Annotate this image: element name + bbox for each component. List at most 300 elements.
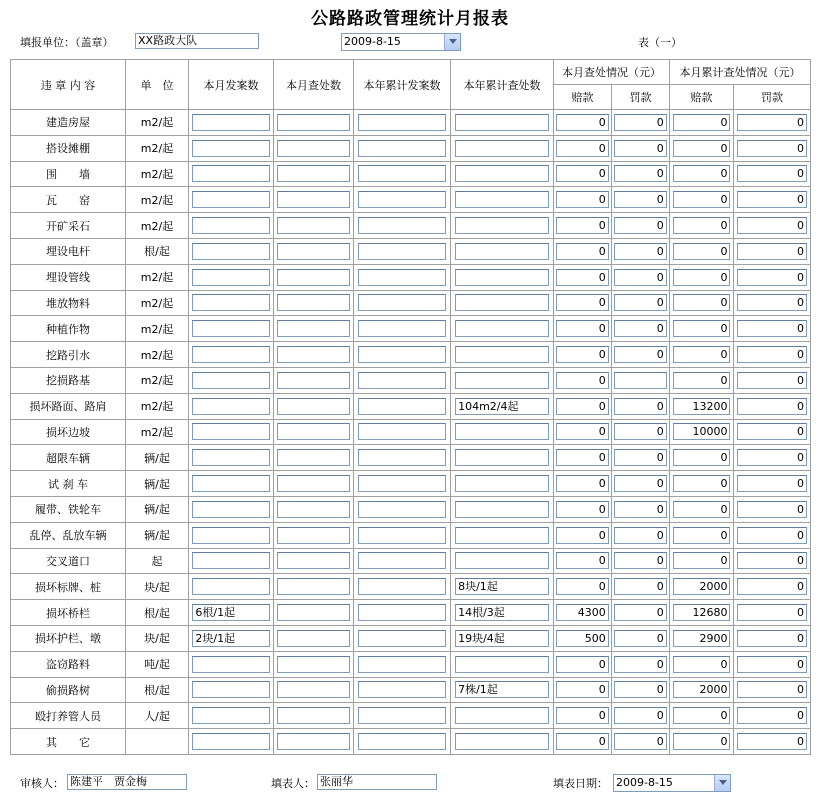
month-fine-input[interactable]: 0 (614, 475, 666, 492)
month-handled-input[interactable] (277, 733, 350, 750)
month-fine-input[interactable]: 0 (614, 630, 666, 647)
month-cases-input[interactable] (192, 733, 269, 750)
year-compensation-cell (670, 677, 734, 703)
month-handled-input[interactable] (277, 604, 350, 621)
year-handled-input[interactable] (455, 346, 549, 363)
month-compensation-cell (554, 342, 612, 368)
month-fine-input[interactable]: 0 (614, 552, 666, 569)
year-handled-cell (451, 290, 554, 316)
table-row (11, 651, 811, 677)
col-year-cases: 本年累计发案数 (354, 60, 451, 110)
year-cases-input[interactable] (358, 501, 446, 518)
row-content: 试 刹 车 (11, 471, 126, 497)
month-fine-input[interactable]: 0 (614, 320, 666, 337)
year-handled-input[interactable] (455, 140, 549, 157)
month-compensation-input[interactable]: 0 (556, 656, 608, 673)
year-cases-input[interactable] (358, 114, 446, 131)
month-compensation-input[interactable]: 0 (556, 165, 608, 182)
year-cases-input[interactable] (358, 475, 446, 492)
month-cases-cell (189, 213, 274, 239)
table-row (11, 135, 811, 161)
month-cases-cell (189, 574, 274, 600)
month-handled-cell (274, 729, 354, 755)
month-compensation-cell (554, 110, 612, 136)
month-handled-input[interactable] (277, 140, 350, 157)
year-handled-input[interactable] (455, 114, 549, 131)
year-fine-input[interactable]: 0 (737, 681, 807, 698)
month-cases-input[interactable] (192, 165, 269, 182)
year-handled-input[interactable] (455, 733, 549, 750)
year-cases-input[interactable] (358, 269, 446, 286)
month-compensation-cell (554, 729, 612, 755)
month-fine-input[interactable]: 0 (614, 217, 666, 234)
month-cases-input[interactable]: 2块/1起 (192, 630, 269, 647)
year-compensation-input[interactable]: 0 (673, 269, 731, 286)
year-compensation-input[interactable]: 13200 (673, 398, 731, 415)
month-compensation-input[interactable]: 0 (556, 707, 608, 724)
month-handled-input[interactable] (277, 165, 350, 182)
year-handled-cell (451, 367, 554, 393)
year-handled-input[interactable] (455, 217, 549, 234)
unit-input[interactable]: XX路政大队 (135, 33, 259, 49)
year-compensation-input[interactable]: 0 (673, 346, 731, 363)
year-cases-input[interactable] (358, 656, 446, 673)
year-compensation-cell (670, 600, 734, 626)
year-handled-input[interactable] (455, 501, 549, 518)
year-cases-input[interactable] (358, 140, 446, 157)
month-handled-input[interactable] (277, 191, 350, 208)
month-handled-input[interactable] (277, 294, 350, 311)
reviewer-input[interactable]: 陈建平 贾金梅 (67, 774, 187, 790)
month-cases-input[interactable] (192, 552, 269, 569)
year-fine-cell (734, 419, 811, 445)
month-handled-input[interactable] (277, 346, 350, 363)
month-handled-cell (274, 677, 354, 703)
year-cases-input[interactable] (358, 527, 446, 544)
year-compensation-input[interactable]: 0 (673, 191, 731, 208)
month-cases-input[interactable] (192, 475, 269, 492)
month-cases-input[interactable] (192, 114, 269, 131)
month-handled-input[interactable] (277, 217, 350, 234)
month-handled-cell (274, 135, 354, 161)
row-content: 超限车辆 (11, 445, 126, 471)
year-fine-cell (734, 600, 811, 626)
month-handled-input[interactable] (277, 552, 350, 569)
year-compensation-input[interactable]: 0 (673, 501, 731, 518)
month-handled-cell (274, 651, 354, 677)
month-compensation-input[interactable]: 0 (556, 733, 608, 750)
year-cases-input[interactable] (358, 733, 446, 750)
month-fine-input[interactable]: 0 (614, 527, 666, 544)
table-row (11, 342, 811, 368)
year-handled-cell (451, 393, 554, 419)
year-handled-input[interactable] (455, 475, 549, 492)
month-cases-cell (189, 393, 274, 419)
year-cases-input[interactable] (358, 243, 446, 260)
year-compensation-input[interactable]: 0 (673, 372, 731, 389)
row-content: 其 它 (11, 729, 126, 755)
year-handled-cell (451, 342, 554, 368)
year-cases-input[interactable] (358, 165, 446, 182)
month-compensation-input[interactable]: 0 (556, 681, 608, 698)
year-fine-input[interactable]: 0 (737, 656, 807, 673)
month-cases-input[interactable] (192, 501, 269, 518)
year-cases-cell (354, 522, 451, 548)
year-handled-input[interactable]: 19块/4起 (455, 630, 549, 647)
month-fine-input[interactable]: 0 (614, 423, 666, 440)
month-handled-input[interactable] (277, 475, 350, 492)
year-compensation-cell (670, 703, 734, 729)
year-compensation-input[interactable]: 0 (673, 656, 731, 673)
fill-date-select[interactable] (613, 774, 731, 792)
year-handled-input[interactable] (455, 656, 549, 673)
month-cases-cell (189, 625, 274, 651)
year-cases-cell (354, 264, 451, 290)
month-compensation-input[interactable]: 0 (556, 449, 608, 466)
month-handled-input[interactable] (277, 243, 350, 260)
year-cases-input[interactable] (358, 217, 446, 234)
month-cases-input[interactable] (192, 527, 269, 544)
month-cases-input[interactable] (192, 243, 269, 260)
year-cases-input[interactable] (358, 552, 446, 569)
month-cases-input[interactable] (192, 217, 269, 234)
month-compensation-input[interactable]: 0 (556, 114, 608, 131)
month-cases-input[interactable] (192, 656, 269, 673)
year-handled-cell (451, 471, 554, 497)
month-cases-input[interactable] (192, 707, 269, 724)
year-cases-input[interactable] (358, 191, 446, 208)
month-compensation-input[interactable]: 0 (556, 372, 608, 389)
month-cases-input[interactable]: 6根/1起 (192, 604, 269, 621)
month-compensation-input[interactable]: 0 (556, 501, 608, 518)
year-compensation-input[interactable]: 2900 (673, 630, 731, 647)
month-fine-cell (612, 677, 670, 703)
row-content: 开矿采石 (11, 213, 126, 239)
year-handled-input[interactable] (455, 372, 549, 389)
year-handled-input[interactable] (455, 243, 549, 260)
year-compensation-input[interactable]: 2000 (673, 681, 731, 698)
year-fine-cell (734, 290, 811, 316)
year-handled-input[interactable] (455, 707, 549, 724)
year-compensation-input[interactable]: 0 (673, 294, 731, 311)
month-cases-input[interactable] (192, 578, 269, 595)
year-fine-input[interactable]: 0 (737, 294, 807, 311)
year-compensation-input[interactable]: 0 (673, 243, 731, 260)
year-cases-input[interactable] (358, 449, 446, 466)
year-cases-input[interactable] (358, 630, 446, 647)
year-compensation-input[interactable]: 0 (673, 733, 731, 750)
year-fine-input[interactable]: 0 (737, 707, 807, 724)
year-fine-cell (734, 574, 811, 600)
year-cases-cell (354, 367, 451, 393)
table-row (11, 471, 811, 497)
month-handled-cell (274, 600, 354, 626)
year-cases-cell (354, 419, 451, 445)
month-fine-cell (612, 419, 670, 445)
year-handled-cell (451, 110, 554, 136)
year-fine-input[interactable]: 0 (737, 243, 807, 260)
year-handled-cell (451, 651, 554, 677)
year-fine-input[interactable]: 0 (737, 346, 807, 363)
month-cases-cell (189, 677, 274, 703)
month-compensation-cell (554, 290, 612, 316)
year-compensation-input[interactable]: 0 (673, 707, 731, 724)
month-fine-input[interactable]: 0 (614, 449, 666, 466)
month-fine-input[interactable]: 0 (614, 604, 666, 621)
year-compensation-cell (670, 238, 734, 264)
year-compensation-input[interactable]: 0 (673, 165, 731, 182)
month-handled-input[interactable] (277, 320, 350, 337)
row-unit: 吨/起 (126, 651, 189, 677)
year-fine-input[interactable]: 0 (737, 372, 807, 389)
year-handled-input[interactable] (455, 449, 549, 466)
year-compensation-input[interactable]: 10000 (673, 423, 731, 440)
year-handled-input[interactable] (455, 269, 549, 286)
month-handled-input[interactable] (277, 114, 350, 131)
year-cases-input[interactable] (358, 346, 446, 363)
month-compensation-input[interactable]: 0 (556, 217, 608, 234)
month-cases-input[interactable] (192, 191, 269, 208)
year-handled-input[interactable]: 14根/3起 (455, 604, 549, 621)
year-compensation-input[interactable]: 0 (673, 217, 731, 234)
row-content: 履带、铁轮车 (11, 496, 126, 522)
month-compensation-input[interactable]: 0 (556, 294, 608, 311)
chevron-down-icon[interactable] (714, 775, 730, 791)
month-cases-input[interactable] (192, 140, 269, 157)
month-fine-input[interactable]: 0 (614, 294, 666, 311)
year-fine-input[interactable]: 0 (737, 630, 807, 647)
month-handled-cell (274, 161, 354, 187)
year-compensation-input[interactable]: 0 (673, 320, 731, 337)
year-fine-cell (734, 729, 811, 755)
chevron-down-icon[interactable] (444, 34, 460, 50)
month-cases-input[interactable] (192, 294, 269, 311)
year-handled-cell (451, 496, 554, 522)
year-handled-input[interactable]: 7株/1起 (455, 681, 549, 698)
month-fine-input[interactable]: 0 (614, 501, 666, 518)
month-compensation-input[interactable]: 0 (556, 269, 608, 286)
year-cases-cell (354, 110, 451, 136)
month-compensation-input[interactable]: 500 (556, 630, 608, 647)
month-compensation-input[interactable]: 0 (556, 320, 608, 337)
month-handled-input[interactable] (277, 656, 350, 673)
year-handled-input[interactable]: 104m2/4起 (455, 398, 549, 415)
year-compensation-input[interactable]: 0 (673, 527, 731, 544)
month-fine-input[interactable] (614, 372, 666, 389)
month-cases-input[interactable] (192, 423, 269, 440)
year-fine-input[interactable]: 0 (737, 552, 807, 569)
row-unit: 辆/起 (126, 445, 189, 471)
month-compensation-input[interactable]: 0 (556, 140, 608, 157)
year-fine-input[interactable]: 0 (737, 140, 807, 157)
month-fine-input[interactable]: 0 (614, 165, 666, 182)
month-handled-input[interactable] (277, 527, 350, 544)
month-handled-input[interactable] (277, 269, 350, 286)
month-compensation-input[interactable]: 0 (556, 398, 608, 415)
year-handled-input[interactable] (455, 191, 549, 208)
year-compensation-input[interactable]: 0 (673, 552, 731, 569)
table-row (11, 161, 811, 187)
month-handled-cell (274, 496, 354, 522)
month-handled-input[interactable] (277, 578, 350, 595)
month-compensation-cell (554, 135, 612, 161)
month-cases-input[interactable] (192, 398, 269, 415)
row-content: 挖损路基 (11, 367, 126, 393)
year-handled-cell (451, 729, 554, 755)
month-fine-input[interactable]: 0 (614, 269, 666, 286)
month-compensation-input[interactable]: 0 (556, 527, 608, 544)
month-fine-input[interactable]: 0 (614, 681, 666, 698)
year-cases-cell (354, 445, 451, 471)
year-fine-input[interactable]: 0 (737, 449, 807, 466)
month-compensation-cell (554, 238, 612, 264)
year-fine-input[interactable]: 0 (737, 578, 807, 595)
year-compensation-input[interactable]: 2000 (673, 578, 731, 595)
year-cases-input[interactable] (358, 294, 446, 311)
year-cases-input[interactable] (358, 423, 446, 440)
month-fine-input[interactable]: 0 (614, 656, 666, 673)
year-handled-input[interactable] (455, 423, 549, 440)
report-date-select[interactable] (341, 33, 461, 51)
month-cases-cell (189, 522, 274, 548)
year-compensation-input[interactable]: 0 (673, 140, 731, 157)
month-handled-cell (274, 625, 354, 651)
month-fine-input[interactable]: 0 (614, 346, 666, 363)
year-compensation-cell (670, 625, 734, 651)
year-fine-input[interactable]: 0 (737, 501, 807, 518)
month-compensation-input[interactable]: 4300 (556, 604, 608, 621)
month-cases-input[interactable] (192, 320, 269, 337)
month-fine-cell (612, 264, 670, 290)
year-fine-input[interactable]: 0 (737, 320, 807, 337)
month-fine-cell (612, 393, 670, 419)
month-fine-cell (612, 522, 670, 548)
filler-label: 填表人： (271, 777, 315, 790)
year-fine-cell (734, 703, 811, 729)
year-handled-input[interactable] (455, 527, 549, 544)
year-fine-cell (734, 471, 811, 497)
month-compensation-input[interactable]: 0 (556, 423, 608, 440)
year-fine-input[interactable]: 0 (737, 527, 807, 544)
month-cases-input[interactable] (192, 681, 269, 698)
month-handled-input[interactable] (277, 681, 350, 698)
year-fine-input[interactable]: 0 (737, 114, 807, 131)
year-cases-cell (354, 548, 451, 574)
year-handled-cell (451, 135, 554, 161)
year-handled-input[interactable] (455, 165, 549, 182)
year-fine-input[interactable]: 0 (737, 733, 807, 750)
year-handled-input[interactable] (455, 294, 549, 311)
month-fine-input[interactable]: 0 (614, 398, 666, 415)
year-cases-input[interactable] (358, 604, 446, 621)
year-cases-cell (354, 161, 451, 187)
month-compensation-input[interactable]: 0 (556, 243, 608, 260)
month-compensation-input[interactable]: 0 (556, 578, 608, 595)
month-fine-input[interactable]: 0 (614, 243, 666, 260)
month-fine-input[interactable]: 0 (614, 578, 666, 595)
month-handled-input[interactable] (277, 449, 350, 466)
year-handled-input[interactable]: 8块/1起 (455, 578, 549, 595)
year-compensation-cell (670, 548, 734, 574)
year-cases-input[interactable] (358, 578, 446, 595)
month-handled-cell (274, 445, 354, 471)
year-cases-input[interactable] (358, 707, 446, 724)
year-fine-cell (734, 187, 811, 213)
row-content: 损坏标牌、桩 (11, 574, 126, 600)
row-unit: 根/起 (126, 238, 189, 264)
year-fine-input[interactable]: 0 (737, 398, 807, 415)
month-compensation-input[interactable]: 0 (556, 552, 608, 569)
month-handled-input[interactable] (277, 423, 350, 440)
year-fine-cell (734, 677, 811, 703)
fill-date-label: 填表日期： (553, 777, 608, 790)
table-row (11, 238, 811, 264)
year-compensation-input[interactable]: 0 (673, 449, 731, 466)
row-content: 损坏护栏、墩 (11, 625, 126, 651)
year-compensation-cell (670, 496, 734, 522)
month-compensation-input[interactable]: 0 (556, 346, 608, 363)
year-compensation-input[interactable]: 0 (673, 475, 731, 492)
month-fine-input[interactable]: 0 (614, 733, 666, 750)
month-handled-input[interactable] (277, 501, 350, 518)
month-handled-cell (274, 213, 354, 239)
month-handled-input[interactable] (277, 398, 350, 415)
month-handled-input[interactable] (277, 372, 350, 389)
year-compensation-input[interactable]: 0 (673, 114, 731, 131)
year-cases-input[interactable] (358, 398, 446, 415)
month-cases-cell (189, 600, 274, 626)
year-fine-input[interactable]: 0 (737, 191, 807, 208)
year-compensation-input[interactable]: 12680 (673, 604, 731, 621)
month-fine-input[interactable]: 0 (614, 114, 666, 131)
table-row (11, 548, 811, 574)
month-fine-input[interactable]: 0 (614, 707, 666, 724)
filler-input[interactable]: 张丽华 (317, 774, 437, 790)
month-cases-input[interactable] (192, 449, 269, 466)
month-fine-input[interactable]: 0 (614, 191, 666, 208)
year-fine-input[interactable]: 0 (737, 604, 807, 621)
year-fine-cell (734, 135, 811, 161)
col-content: 违 章 内 容 (11, 60, 126, 110)
year-fine-input[interactable]: 0 (737, 269, 807, 286)
month-compensation-input[interactable]: 0 (556, 191, 608, 208)
year-cases-cell (354, 677, 451, 703)
month-handled-cell (274, 522, 354, 548)
year-fine-input[interactable]: 0 (737, 423, 807, 440)
year-fine-cell (734, 238, 811, 264)
month-cases-input[interactable] (192, 372, 269, 389)
month-handled-input[interactable] (277, 630, 350, 647)
year-handled-input[interactable] (455, 320, 549, 337)
month-compensation-input[interactable]: 0 (556, 475, 608, 492)
year-cases-input[interactable] (358, 681, 446, 698)
year-handled-cell (451, 600, 554, 626)
year-handled-cell (451, 625, 554, 651)
year-handled-input[interactable] (455, 552, 549, 569)
month-fine-input[interactable]: 0 (614, 140, 666, 157)
month-cases-input[interactable] (192, 269, 269, 286)
year-fine-input[interactable]: 0 (737, 475, 807, 492)
month-handled-input[interactable] (277, 707, 350, 724)
year-cases-input[interactable] (358, 372, 446, 389)
year-cases-input[interactable] (358, 320, 446, 337)
month-cases-input[interactable] (192, 346, 269, 363)
month-cases-cell (189, 238, 274, 264)
row-unit: 根/起 (126, 677, 189, 703)
reviewer-label: 审核人： (20, 777, 64, 790)
year-fine-input[interactable]: 0 (737, 217, 807, 234)
year-fine-input[interactable]: 0 (737, 165, 807, 182)
